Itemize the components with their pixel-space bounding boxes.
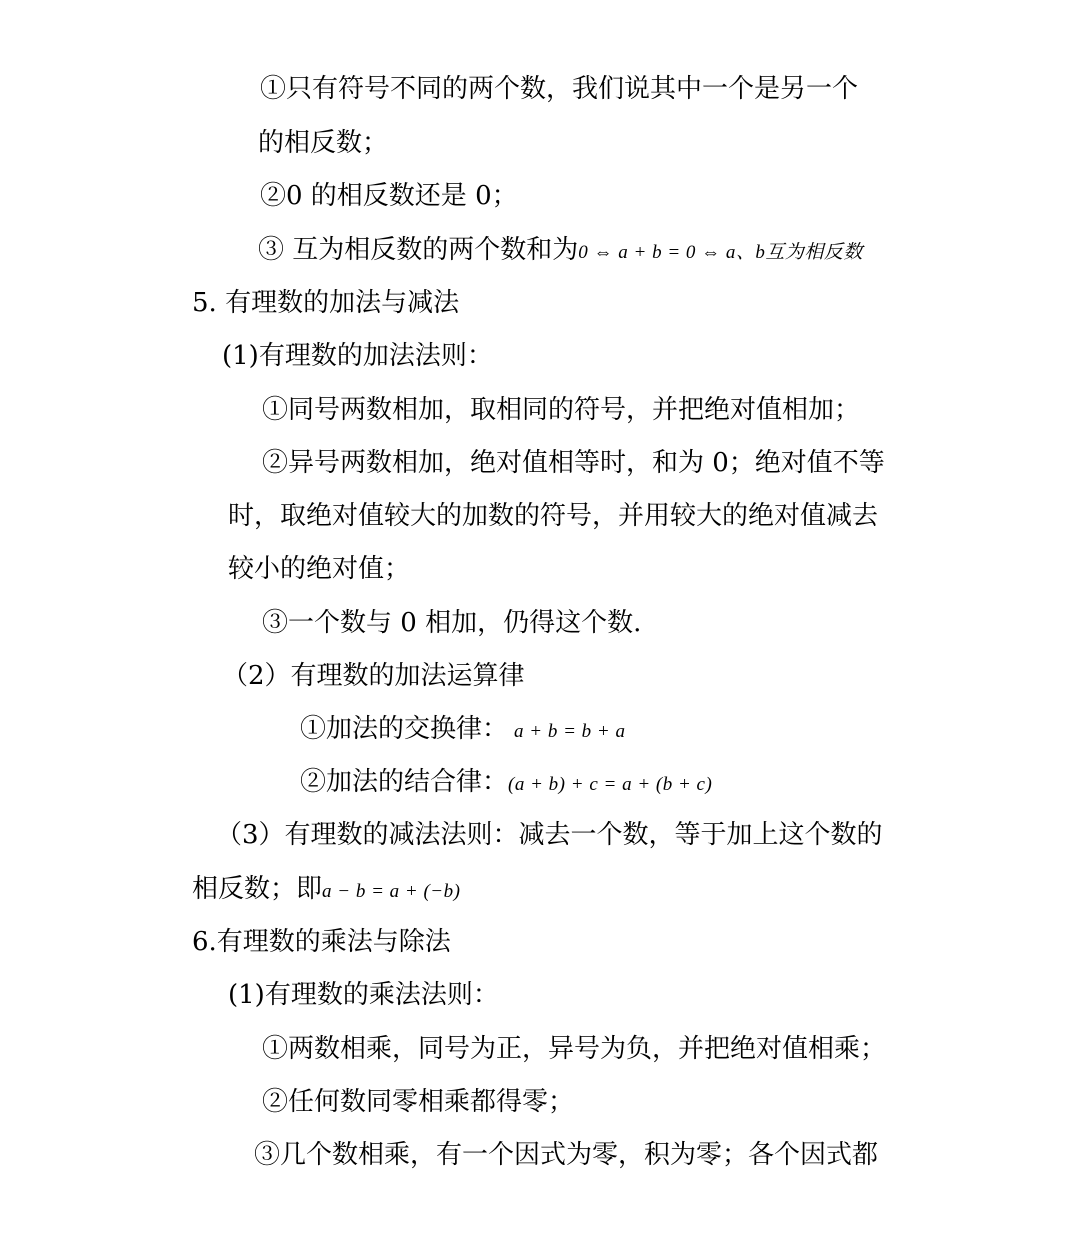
associative-law [300,767,712,800]
addition-rule-zero: ③一个数与 0 相加，仍得这个数. [262,608,642,638]
opposite-def-line1: ①只有符号不同的两个数，我们说其中一个是另一个 [260,74,859,104]
multiplication-rule-zero: ②任何数同零相乘都得零； [262,1087,575,1117]
commutative-law-text: ①加法的交换律： [300,714,509,744]
addition-rule-diff-sign-line2: 时，取绝对值较大的加数的符号，并用较大的绝对值减去 [228,501,879,531]
opposite-sum-rule [258,235,863,268]
opposite-def-line2: 的相反数； [258,128,389,158]
subtraction-rule-text: 相反数；即 [192,874,323,904]
subtraction-rule-line1: （3）有理数的减法法则：减去一个数，等于加上这个数的 [216,820,883,850]
addition-rule-diff-sign-line1: ②异号两数相加，绝对值相等时，和为 0；绝对值不等 [262,448,885,478]
opposite-sum-text: ③ 互为相反数的两个数和为 [258,235,579,265]
subtraction-rule-line2 [192,874,460,907]
associative-law-formula: (a + b) + c = a + (b + c) [508,774,713,795]
section5-heading: 5. 有理数的加法与减法 [192,288,460,318]
opposite-of-zero: ②0 的相反数还是 0； [260,181,518,211]
multiplication-rule-signs: ①两数相乘，同号为正，异号为负，并把绝对值相乘； [262,1034,887,1064]
addition-rule-same-sign: ①同号两数相加，取相同的符号，并把绝对值相加； [262,395,861,425]
addition-rule-diff-sign-line3: 较小的绝对值； [228,554,411,584]
multiplication-rules-heading: (1)有理数的乘法法则： [228,980,499,1010]
section6-heading: 6.有理数的乘法与除法 [192,927,451,957]
subtraction-rule-formula: a − b = a + (−b) [322,881,461,902]
opposite-sum-formula: 0 ⇔ a + b = 0 ⇔ a、b互为相反数 [578,242,863,263]
addition-laws-heading: （2）有理数的加法运算律 [222,661,525,691]
commutative-law [300,714,625,747]
commutative-law-formula: a + b = b + a [514,721,626,742]
multiplication-rule-factors: ③几个数相乘，有一个因式为零，积为零；各个因式都 [254,1140,879,1170]
associative-law-text: ②加法的结合律： [300,767,509,797]
addition-rules-heading: (1)有理数的加法法则： [222,341,493,371]
